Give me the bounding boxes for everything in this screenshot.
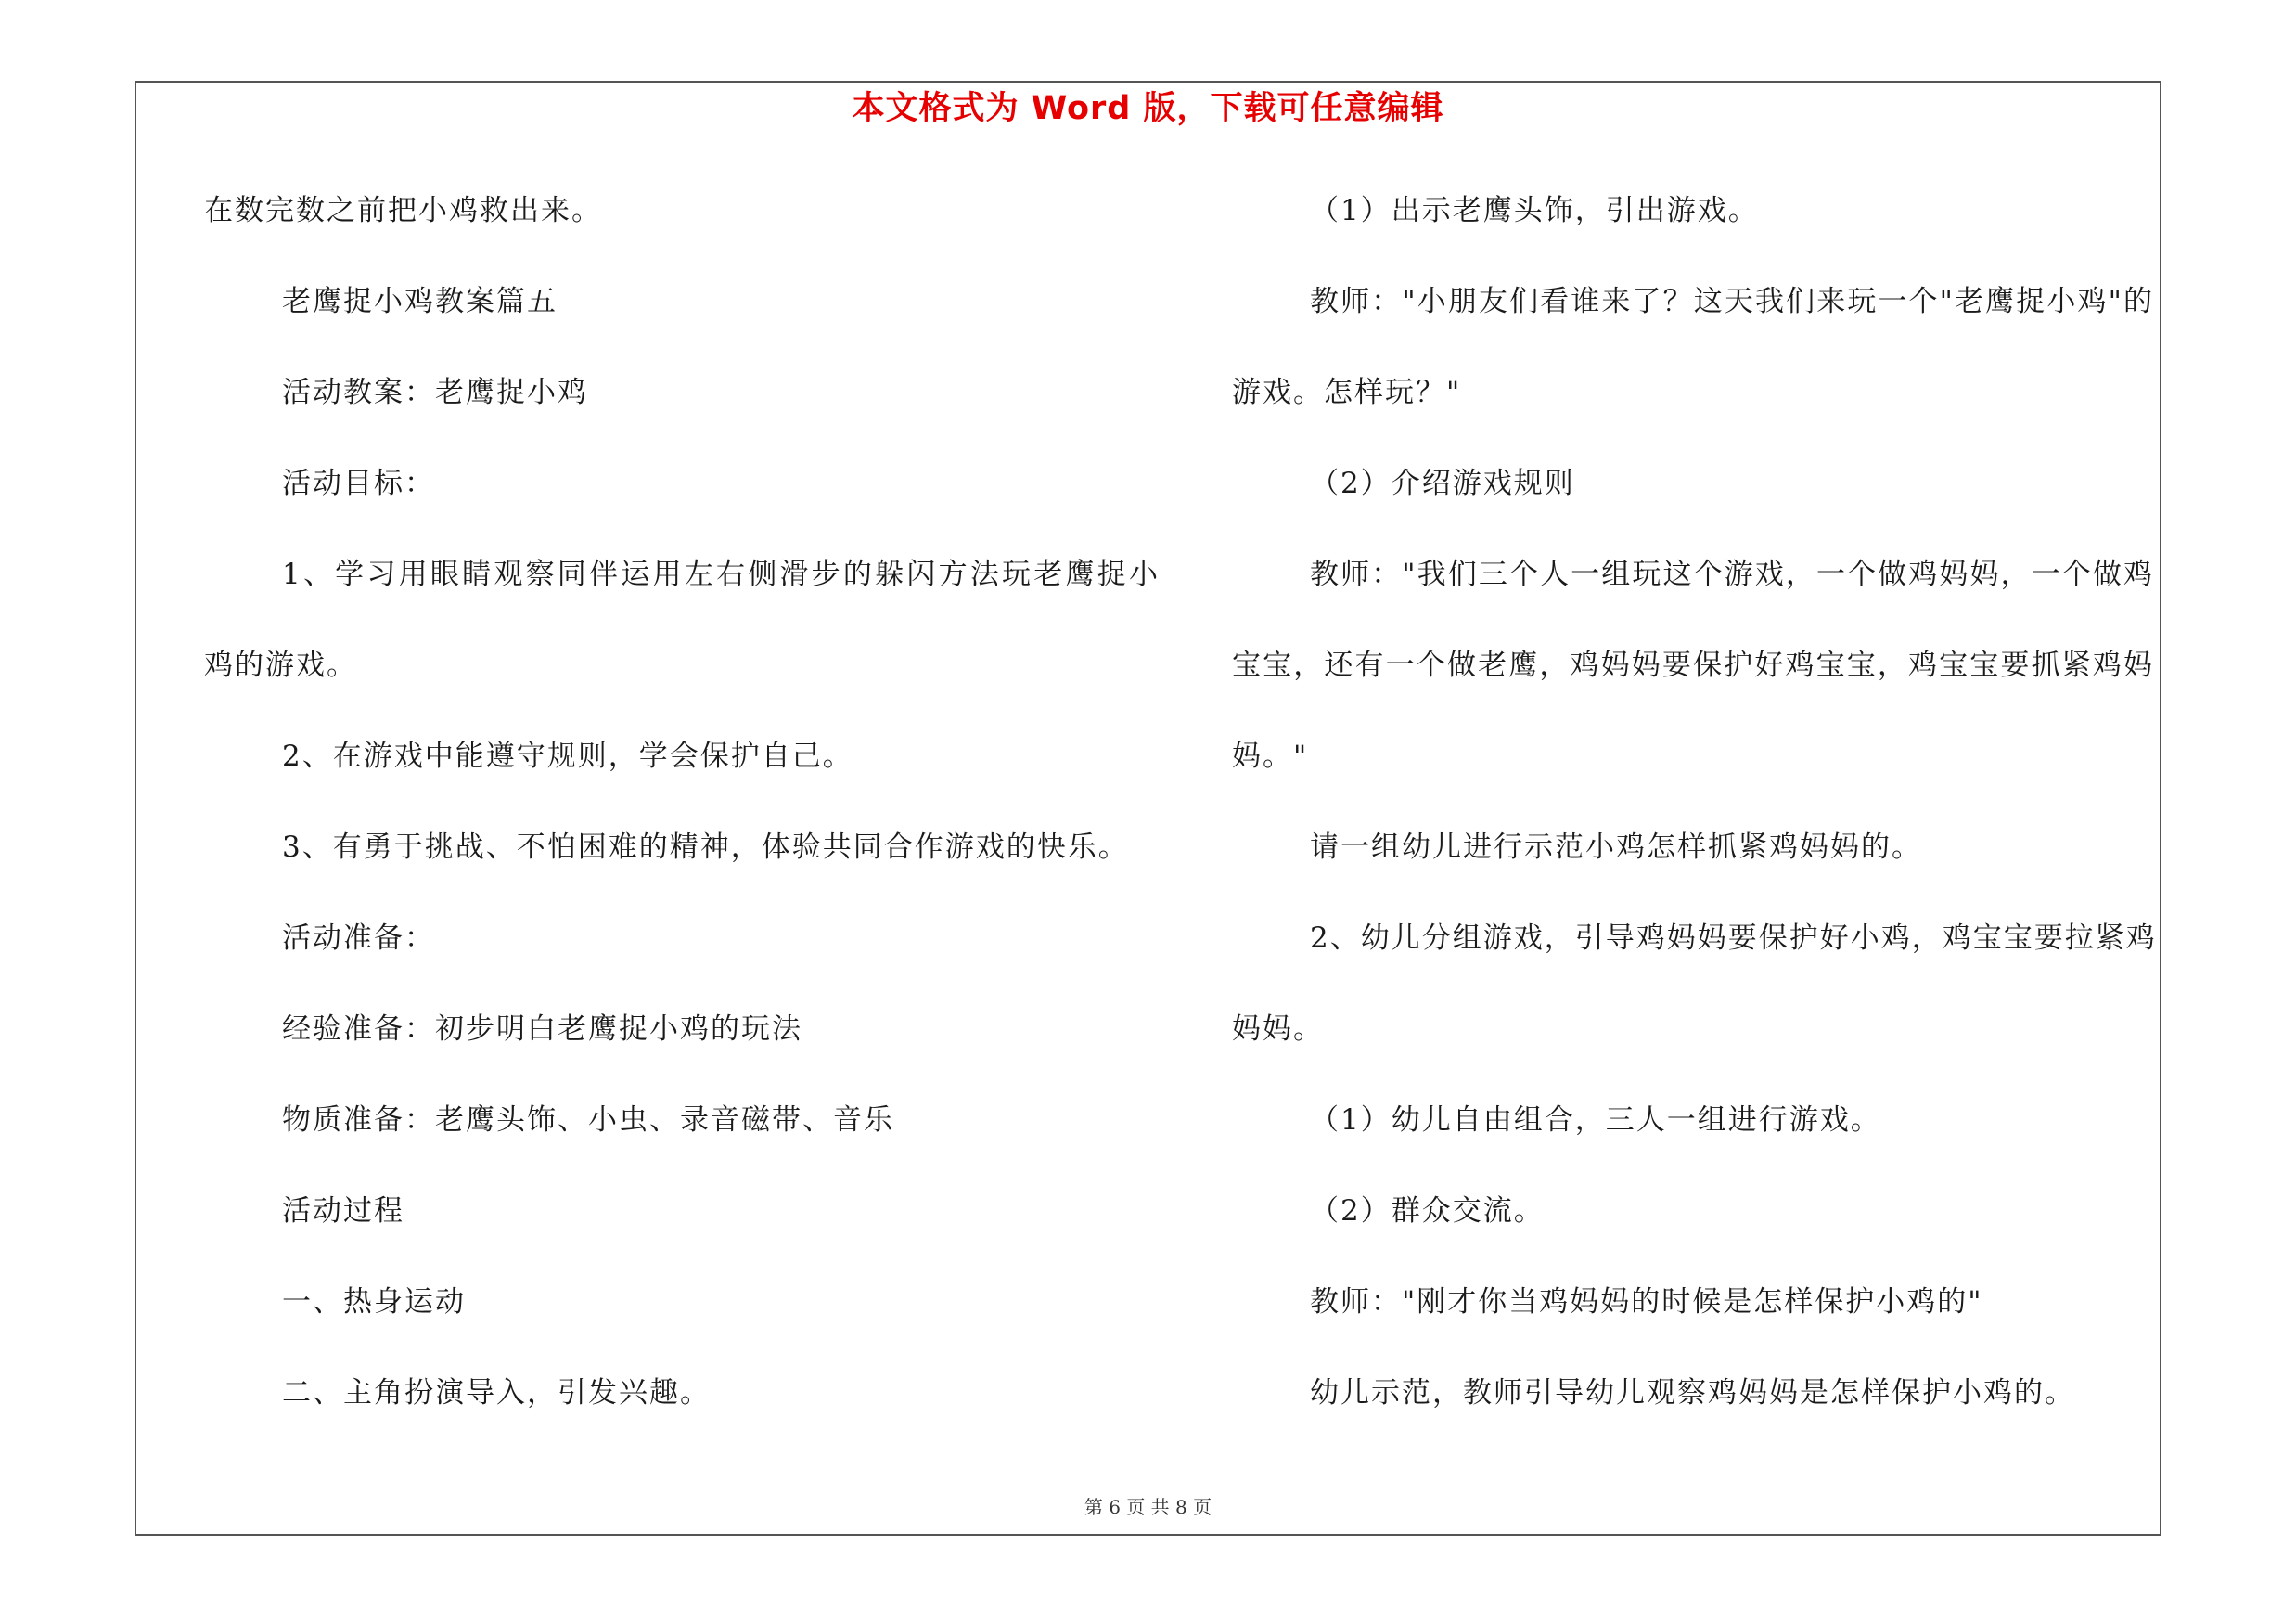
text-line: 在数完数之前把小鸡救出来。 (204, 194, 602, 227)
text-line: 教师："刚才你当鸡妈妈的时候是怎样保护小鸡的" (1310, 1285, 1983, 1319)
text-line: 妈妈。 (1232, 1012, 1324, 1046)
text-line: （1）出示老鹰头饰，引出游戏。 (1310, 194, 1759, 227)
text-line: 活动教案：老鹰捉小鸡 (282, 376, 588, 409)
text-line: 活动目标： (282, 467, 435, 500)
text-line: 老鹰捉小鸡教案篇五 (282, 285, 558, 318)
text-line: 教师："我们三个人一组玩这个游戏，一个做鸡妈妈，一个做鸡 (1310, 558, 2154, 591)
text-line: 幼儿示范，教师引导幼儿观察鸡妈妈是怎样保护小鸡的。 (1310, 1376, 2075, 1410)
text-line: 妈。" (1232, 740, 1309, 773)
editable-format-banner: 本文格式为 Word 版，下载可任意编辑 (852, 90, 1444, 127)
text-line: 活动过程 (282, 1194, 404, 1228)
text-line: 二、主角扮演导入，引发兴趣。 (282, 1376, 711, 1410)
text-line: 请一组幼儿进行示范小鸡怎样抓紧鸡妈妈的。 (1310, 831, 1922, 864)
text-line: 教师："小朋友们看谁来了？这天我们来玩一个"老鹰捉小鸡"的 (1310, 285, 2154, 318)
text-line: （1）幼儿自由组合，三人一组进行游戏。 (1310, 1103, 1881, 1137)
text-line: 2、幼儿分组游戏，引导鸡妈妈要保护好小鸡，鸡宝宝要拉紧鸡 (1310, 921, 2157, 955)
text-line: 游戏。怎样玩？" (1232, 376, 1462, 409)
left-column (204, 182, 1160, 1455)
text-line: 3、有勇于挑战、不怕困难的精神，体验共同合作游戏的快乐。 (282, 831, 1129, 864)
right-column (1232, 182, 2157, 1455)
page-number-footer: 第 6 页 共 8 页 (1084, 1496, 1212, 1518)
text-line: 1、学习用眼睛观察同伴运用左右侧滑步的躲闪方法玩老鹰捉小 (282, 558, 1160, 591)
text-line: 宝宝，还有一个做老鹰，鸡妈妈要保护好鸡宝宝，鸡宝宝要抓紧鸡妈 (1232, 649, 2154, 682)
text-line: （2）群众交流。 (1310, 1194, 1545, 1228)
text-line: （2）介绍游戏规则 (1310, 467, 1575, 500)
text-line: 经验准备：初步明白老鹰捉小鸡的玩法 (282, 1012, 802, 1046)
text-line: 一、热身运动 (282, 1285, 466, 1319)
text-line: 活动准备： (282, 921, 435, 955)
text-line: 鸡的游戏。 (204, 649, 357, 682)
text-line: 物质准备：老鹰头饰、小虫、录音磁带、音乐 (282, 1103, 894, 1137)
text-line: 2、在游戏中能遵守规则，学会保护自己。 (282, 740, 853, 773)
